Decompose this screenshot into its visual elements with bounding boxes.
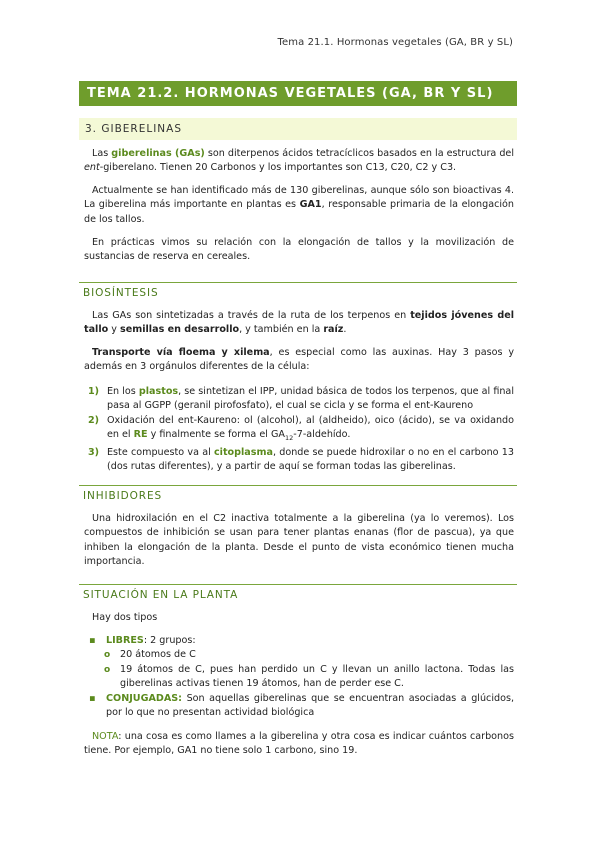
list-item-libres: ▪ LIBRES: 2 grupos: (84, 634, 514, 648)
circle-bullet-icon: o (104, 650, 111, 661)
subheading-situacion: SITUACIÓN EN LA PLANTA (79, 584, 517, 601)
bullet-icon: ▪ (89, 635, 96, 646)
bullet-icon: ▪ (89, 692, 96, 704)
step-item: 2) Oxidación del ent-Kaureno: ol (alcohol), al (aldheido), oico (ácido), se va oxidando en el RE y finalmente se forma el $GA_{12}-7$-aldehído. (88, 414, 514, 443)
biosintesis-steps (84, 385, 514, 474)
page-title: TEMA 21.2. HORMONAS VEGETALES (GA, BR Y SL) (79, 81, 517, 106)
step-item: 1) En los plastos, se sintetizan el IPP, unidad básica de todos los terpenos, que al final pasa al GGPP (geranil pirofosfato), el cual se cicla y se forma el ent-Kaureno (88, 386, 514, 412)
intro-paragraph-2: Actualmente se han identificado más de 130 giberelinas, aunque sólo son bioactivas 4. La giberelina más importante en plantas es GA1, responsable primaria de la elongación de los tallos. (84, 185, 514, 225)
section-heading: 3. GIBERELINAS (79, 118, 517, 140)
circle-bullet-icon: o (104, 664, 111, 675)
step-item: 3) Este compuesto va al citoplasma, donde se puede hidroxilar o no en el carbono 13 (dos rutas diferentes), y a partir de aquí se forman todas las giberelinas. (88, 446, 515, 472)
subheading-biosintesis: BIOSÍNTESIS (79, 282, 517, 299)
inhibidores-paragraph: Una hidroxilación en el C2 inactiva totalmente a la giberelina (ya lo veremos). Los compuestos de inhibición se usan para tener plantas enanas (flor de pascua), ya que inhiben la elongación de la planta. Desde el punto de vista económico tienen mucha importancia. (84, 513, 514, 568)
biosintesis-paragraph-2: Transporte vía floema y xilema, es especial como las auxinas. Hay 3 pasos y además en 3 orgánulos diferentes de la célula: (84, 347, 515, 373)
list-item-conjugadas: ▪ CONJUGADAS: Son aquellas giberelinas que se encuentran asociadas a glúcidos, por lo que no presentan actividad biológica (89, 692, 514, 719)
intro-paragraph-1: Las giberelinas (GAs) son diterpenos ácidos tetracíclicos basados en la estructura del ent-giberelano. Tienen 20 Carbonos y los importantes son C13, C20, C2 y C3. (84, 148, 514, 174)
nota-paragraph: NOTA: una cosa es como llames a la giberelina y otra cosa es indicar cuántos carbonos tiene. Por ejemplo, GA1 no tiene solo 1 carbono, sino 19. (84, 731, 514, 757)
list-subitem: o 19 átomos de C, pues han perdido un C y llevan un anillo lactona. Todas las giberelinas activas tienen 19 átomos, han de perder ese C. (104, 663, 514, 690)
list-subitem: o 20 átomos de C (84, 648, 514, 662)
intro-paragraph-3: En prácticas vimos su relación con la elongación de tallos y la movilización de sustancias de reserva en cereales. (84, 237, 514, 263)
situacion-intro: Hay dos tipos (92, 612, 158, 623)
biosintesis-paragraph-1: Las GAs son sintetizadas a través de la ruta de los terpenos en tejidos jóvenes del tallo y semillas en desarrollo, y también en la raíz. (84, 310, 514, 336)
running-header: Tema 21.1. Hormonas vegetales (GA, BR y SL) (277, 37, 513, 48)
situacion-list (84, 634, 514, 720)
subheading-inhibidores: INHIBIDORES (79, 485, 517, 502)
